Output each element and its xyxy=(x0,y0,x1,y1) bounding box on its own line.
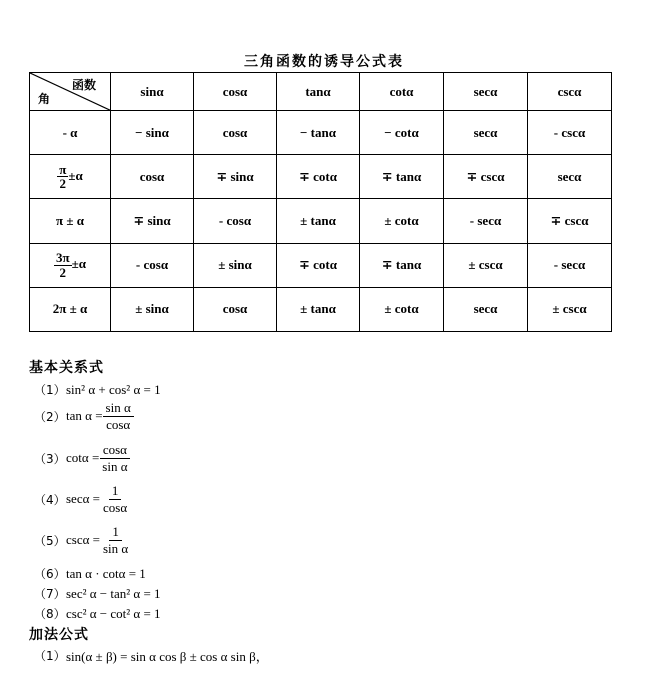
table-header-row xyxy=(30,73,612,111)
addition-formulas-heading: 加法公式 xyxy=(29,627,89,643)
fraction-numerator: 1 xyxy=(109,524,122,541)
formula-text: sin(α ± β) = sin α cos β ± cos α sin β， xyxy=(66,649,269,664)
table-cell: ∓ cscα xyxy=(528,199,612,243)
formula-line xyxy=(34,381,161,398)
table-cell: ± cscα xyxy=(444,243,528,287)
table-cell: ± sinα xyxy=(194,243,277,287)
formula-lhs: secα = xyxy=(66,491,100,507)
formula-line xyxy=(34,442,131,474)
table-cell: - cosα xyxy=(194,199,277,243)
table-cell: − sinα xyxy=(111,111,194,155)
table-cell: ± cotα xyxy=(360,199,444,243)
formula-number: （1） xyxy=(34,649,66,663)
formula-lhs: cotα = xyxy=(66,450,100,466)
table-cell: - cscα xyxy=(528,111,612,155)
formula-line xyxy=(34,646,269,665)
formula-number: （2） xyxy=(34,409,66,424)
fraction-denominator: sin α xyxy=(103,540,129,556)
header-cell: cotα xyxy=(360,73,444,111)
fraction-numerator: sin α xyxy=(103,400,134,417)
table-row xyxy=(30,155,612,199)
table-cell: ∓ cotα xyxy=(277,243,360,287)
formula-lhs: tan α = xyxy=(66,408,103,424)
formula-fraction xyxy=(99,442,130,474)
angle-cell: 2π ± α xyxy=(30,287,111,331)
table-cell: − tanα xyxy=(277,111,360,155)
table-cell: ± cotα xyxy=(360,287,444,331)
formula-line xyxy=(34,524,131,556)
fraction-numerator: cosα xyxy=(100,442,130,459)
table-corner-cell xyxy=(30,73,111,111)
formula-line xyxy=(34,565,146,582)
table-cell: − cotα xyxy=(360,111,444,155)
table-row xyxy=(30,199,612,243)
table-cell: secα xyxy=(444,287,528,331)
table-cell: ∓ tanα xyxy=(360,155,444,199)
fraction-denominator: sin α xyxy=(102,458,128,474)
table-cell: ± tanα xyxy=(277,199,360,243)
formula-number: （7） xyxy=(34,587,66,601)
table-cell: - cosα xyxy=(111,243,194,287)
angle-suffix: ±α xyxy=(68,167,83,183)
formula-line xyxy=(34,400,134,432)
table-cell: ∓ tanα xyxy=(360,243,444,287)
formula-lhs: cscα = xyxy=(66,532,100,548)
fraction-numerator: 3π xyxy=(55,250,70,266)
formula-number: （4） xyxy=(34,492,66,507)
formula-text: sec² α − tan² α = 1 xyxy=(66,585,161,601)
corner-angle-label: 角 xyxy=(38,92,51,107)
table-cell: cosα xyxy=(194,111,277,155)
formula-number: （6） xyxy=(34,567,66,581)
angle-cell xyxy=(30,155,111,199)
table-cell: ± cscα xyxy=(528,287,612,331)
angle-cell: π ± α xyxy=(30,199,111,243)
fraction-numerator: π xyxy=(59,161,67,177)
formula-number: （5） xyxy=(34,533,66,548)
table-cell: ∓ cscα xyxy=(444,155,528,199)
formula-number: （3） xyxy=(34,451,66,466)
table-cell: - secα xyxy=(444,199,528,243)
header-cell: tanα xyxy=(277,73,360,111)
basic-relations-heading: 基本关系式 xyxy=(29,360,104,376)
formula-fraction xyxy=(100,524,131,556)
table-row xyxy=(30,287,612,331)
fraction-denominator: 2 xyxy=(59,264,67,280)
table-cell: ± tanα xyxy=(277,287,360,331)
angle-suffix: ±α xyxy=(71,256,86,272)
angle-fraction xyxy=(54,251,72,279)
header-cell: cscα xyxy=(528,73,612,111)
table-cell: ± sinα xyxy=(111,287,194,331)
angle-fraction xyxy=(57,163,68,191)
angle-cell xyxy=(30,243,111,287)
fraction-denominator: 2 xyxy=(59,176,67,192)
induction-formula-table xyxy=(29,72,612,332)
table-cell: - secα xyxy=(528,243,612,287)
formula-line xyxy=(34,605,161,622)
table-cell: secα xyxy=(444,111,528,155)
fraction-numerator: 1 xyxy=(109,483,122,500)
formula-line xyxy=(34,585,161,602)
formula-fraction xyxy=(103,400,134,432)
header-cell: secα xyxy=(444,73,528,111)
formula-text: tan α · cotα = 1 xyxy=(66,565,146,581)
fraction-denominator: cosα xyxy=(103,499,128,515)
table-cell: ∓ sinα xyxy=(111,199,194,243)
table-row xyxy=(30,243,612,287)
table-cell: cosα xyxy=(194,287,277,331)
angle-cell: - α xyxy=(30,111,111,155)
table-cell: cosα xyxy=(111,155,194,199)
table-cell: secα xyxy=(528,155,612,199)
title-text: 三角函数的诱导公式表 xyxy=(244,54,404,70)
formula-text: csc² α − cot² α = 1 xyxy=(66,605,161,621)
formula-text: sin² α + cos² α = 1 xyxy=(66,381,161,397)
corner-function-label: 函数 xyxy=(71,78,96,92)
header-cell: cosα xyxy=(194,73,277,111)
formula-number: （1） xyxy=(34,383,66,397)
table-cell: ∓ sinα xyxy=(194,155,277,199)
formula-line xyxy=(34,483,130,515)
formula-number: （8） xyxy=(34,607,66,621)
formula-fraction xyxy=(100,483,130,515)
table-cell: ∓ cotα xyxy=(277,155,360,199)
fraction-denominator: cosα xyxy=(106,416,131,432)
header-cell: sinα xyxy=(111,73,194,111)
table-row xyxy=(30,111,612,155)
